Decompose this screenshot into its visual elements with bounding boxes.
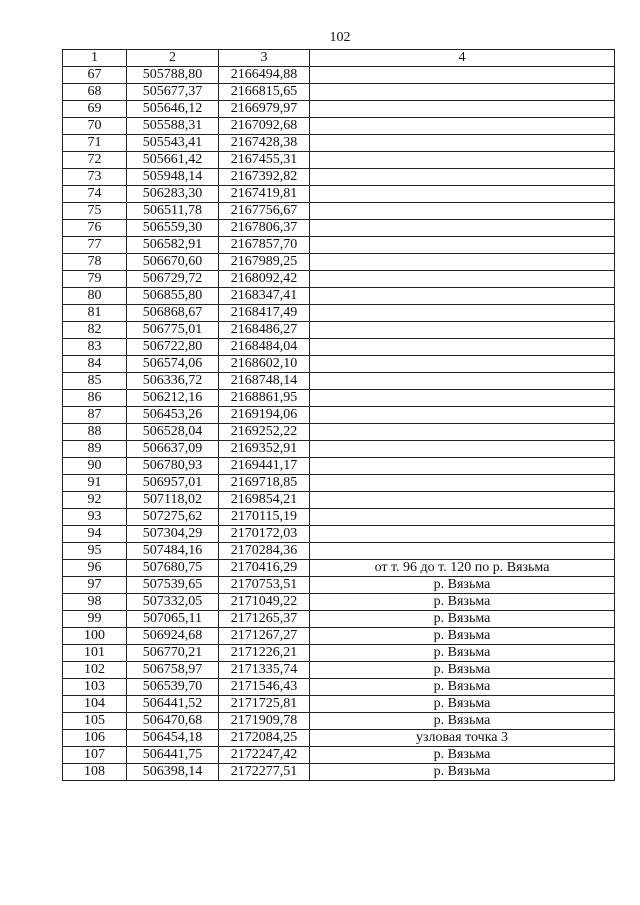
column-header-x-coordinate: 2 (127, 50, 219, 67)
table-row (63, 628, 615, 645)
description-cell (310, 67, 615, 84)
y-coordinate-cell: 2171909,78 (219, 713, 310, 730)
y-coordinate-cell: 2166494,88 (219, 67, 310, 84)
y-coordinate-cell: 2172084,25 (219, 730, 310, 747)
description-cell: узловая точка 3 (310, 730, 615, 747)
description-cell (310, 407, 615, 424)
point-number-cell: 90 (63, 458, 127, 475)
table-row (63, 713, 615, 730)
description-cell (310, 220, 615, 237)
point-number-cell: 71 (63, 135, 127, 152)
table-row (63, 169, 615, 186)
description-cell (310, 339, 615, 356)
y-coordinate-cell: 2169252,22 (219, 424, 310, 441)
description-cell (310, 492, 615, 509)
table-body (63, 67, 615, 781)
point-number-cell: 108 (63, 764, 127, 781)
column-header-point-number: 1 (63, 50, 127, 67)
description-cell (310, 509, 615, 526)
table-row (63, 730, 615, 747)
y-coordinate-cell: 2172277,51 (219, 764, 310, 781)
table-row (63, 373, 615, 390)
y-coordinate-cell: 2167806,37 (219, 220, 310, 237)
description-cell: р. Вязьма (310, 594, 615, 611)
point-number-cell: 67 (63, 67, 127, 84)
x-coordinate-cell: 507484,16 (127, 543, 219, 560)
y-coordinate-cell: 2167455,31 (219, 152, 310, 169)
table-row (63, 407, 615, 424)
table-row (63, 152, 615, 169)
point-number-cell: 92 (63, 492, 127, 509)
point-number-cell: 78 (63, 254, 127, 271)
x-coordinate-cell: 505677,37 (127, 84, 219, 101)
description-cell (310, 526, 615, 543)
x-coordinate-cell: 507065,11 (127, 611, 219, 628)
description-cell (310, 152, 615, 169)
y-coordinate-cell: 2168484,04 (219, 339, 310, 356)
description-cell (310, 390, 615, 407)
table-row (63, 237, 615, 254)
y-coordinate-cell: 2167092,68 (219, 118, 310, 135)
point-number-cell: 77 (63, 237, 127, 254)
table-row (63, 594, 615, 611)
x-coordinate-cell: 507118,02 (127, 492, 219, 509)
point-number-cell: 88 (63, 424, 127, 441)
description-cell: р. Вязьма (310, 577, 615, 594)
description-cell (310, 254, 615, 271)
table-row (63, 271, 615, 288)
table-row (63, 526, 615, 543)
point-number-cell: 101 (63, 645, 127, 662)
point-number-cell: 93 (63, 509, 127, 526)
table-row (63, 220, 615, 237)
y-coordinate-cell: 2171725,81 (219, 696, 310, 713)
coordinates-table (62, 49, 615, 781)
point-number-cell: 82 (63, 322, 127, 339)
y-coordinate-cell: 2168861,95 (219, 390, 310, 407)
x-coordinate-cell: 506758,97 (127, 662, 219, 679)
y-coordinate-cell: 2166979,97 (219, 101, 310, 118)
table-row (63, 645, 615, 662)
point-number-cell: 73 (63, 169, 127, 186)
x-coordinate-cell: 506336,72 (127, 373, 219, 390)
x-coordinate-cell: 506868,67 (127, 305, 219, 322)
y-coordinate-cell: 2170416,29 (219, 560, 310, 577)
point-number-cell: 99 (63, 611, 127, 628)
point-number-cell: 86 (63, 390, 127, 407)
x-coordinate-cell: 507332,05 (127, 594, 219, 611)
x-coordinate-cell: 506283,30 (127, 186, 219, 203)
y-coordinate-cell: 2168748,14 (219, 373, 310, 390)
x-coordinate-cell: 506453,26 (127, 407, 219, 424)
table-row (63, 509, 615, 526)
x-coordinate-cell: 506855,80 (127, 288, 219, 305)
y-coordinate-cell: 2170172,03 (219, 526, 310, 543)
table-row (63, 101, 615, 118)
x-coordinate-cell: 505788,80 (127, 67, 219, 84)
y-coordinate-cell: 2171546,43 (219, 679, 310, 696)
x-coordinate-cell: 507539,65 (127, 577, 219, 594)
x-coordinate-cell: 505588,31 (127, 118, 219, 135)
table-row (63, 679, 615, 696)
y-coordinate-cell: 2172247,42 (219, 747, 310, 764)
description-cell: р. Вязьма (310, 611, 615, 628)
point-number-cell: 103 (63, 679, 127, 696)
y-coordinate-cell: 2171265,37 (219, 611, 310, 628)
point-number-cell: 104 (63, 696, 127, 713)
x-coordinate-cell: 506212,16 (127, 390, 219, 407)
point-number-cell: 87 (63, 407, 127, 424)
y-coordinate-cell: 2171335,74 (219, 662, 310, 679)
description-cell: от т. 96 до т. 120 по р. Вязьма (310, 560, 615, 577)
x-coordinate-cell: 506511,78 (127, 203, 219, 220)
table-row (63, 696, 615, 713)
x-coordinate-cell: 506670,60 (127, 254, 219, 271)
point-number-cell: 105 (63, 713, 127, 730)
table-row (63, 475, 615, 492)
x-coordinate-cell: 506924,68 (127, 628, 219, 645)
table-row (63, 186, 615, 203)
x-coordinate-cell: 506637,09 (127, 441, 219, 458)
y-coordinate-cell: 2167989,25 (219, 254, 310, 271)
x-coordinate-cell: 506957,01 (127, 475, 219, 492)
description-cell (310, 373, 615, 390)
description-cell: р. Вязьма (310, 747, 615, 764)
point-number-cell: 76 (63, 220, 127, 237)
y-coordinate-cell: 2168347,41 (219, 288, 310, 305)
point-number-cell: 85 (63, 373, 127, 390)
point-number-cell: 102 (63, 662, 127, 679)
point-number-cell: 68 (63, 84, 127, 101)
description-cell (310, 101, 615, 118)
table-row (63, 305, 615, 322)
point-number-cell: 81 (63, 305, 127, 322)
description-cell (310, 424, 615, 441)
description-cell (310, 203, 615, 220)
y-coordinate-cell: 2169352,91 (219, 441, 310, 458)
table-row (63, 390, 615, 407)
point-number-cell: 97 (63, 577, 127, 594)
y-coordinate-cell: 2168417,49 (219, 305, 310, 322)
table-row (63, 764, 615, 781)
point-number-cell: 100 (63, 628, 127, 645)
table-row (63, 458, 615, 475)
x-coordinate-cell: 505661,42 (127, 152, 219, 169)
x-coordinate-cell: 506441,75 (127, 747, 219, 764)
description-cell: р. Вязьма (310, 764, 615, 781)
x-coordinate-cell: 506398,14 (127, 764, 219, 781)
description-cell: р. Вязьма (310, 713, 615, 730)
description-cell (310, 118, 615, 135)
point-number-cell: 95 (63, 543, 127, 560)
description-cell (310, 356, 615, 373)
x-coordinate-cell: 506729,72 (127, 271, 219, 288)
y-coordinate-cell: 2167756,67 (219, 203, 310, 220)
description-cell (310, 288, 615, 305)
y-coordinate-cell: 2167419,81 (219, 186, 310, 203)
table-row (63, 356, 615, 373)
table-row (63, 203, 615, 220)
description-cell: р. Вязьма (310, 628, 615, 645)
x-coordinate-cell: 507680,75 (127, 560, 219, 577)
point-number-cell: 89 (63, 441, 127, 458)
description-cell: р. Вязьма (310, 645, 615, 662)
table-row (63, 543, 615, 560)
point-number-cell: 72 (63, 152, 127, 169)
table-row (63, 747, 615, 764)
table-row (63, 67, 615, 84)
y-coordinate-cell: 2171226,21 (219, 645, 310, 662)
x-coordinate-cell: 506470,68 (127, 713, 219, 730)
x-coordinate-cell: 506780,93 (127, 458, 219, 475)
table-header-row (63, 50, 615, 67)
point-number-cell: 91 (63, 475, 127, 492)
x-coordinate-cell: 506775,01 (127, 322, 219, 339)
description-cell (310, 458, 615, 475)
table-row (63, 441, 615, 458)
table-row (63, 118, 615, 135)
point-number-cell: 83 (63, 339, 127, 356)
x-coordinate-cell: 507275,62 (127, 509, 219, 526)
x-coordinate-cell: 506454,18 (127, 730, 219, 747)
y-coordinate-cell: 2170115,19 (219, 509, 310, 526)
y-coordinate-cell: 2169854,21 (219, 492, 310, 509)
y-coordinate-cell: 2167392,82 (219, 169, 310, 186)
table-row (63, 288, 615, 305)
description-cell (310, 169, 615, 186)
point-number-cell: 80 (63, 288, 127, 305)
point-number-cell: 79 (63, 271, 127, 288)
column-header-y-coordinate: 3 (219, 50, 310, 67)
x-coordinate-cell: 506539,70 (127, 679, 219, 696)
description-cell (310, 186, 615, 203)
x-coordinate-cell: 506559,30 (127, 220, 219, 237)
description-cell (310, 237, 615, 254)
y-coordinate-cell: 2168092,42 (219, 271, 310, 288)
point-number-cell: 84 (63, 356, 127, 373)
y-coordinate-cell: 2167857,70 (219, 237, 310, 254)
point-number-cell: 74 (63, 186, 127, 203)
description-cell (310, 543, 615, 560)
x-coordinate-cell: 506722,80 (127, 339, 219, 356)
y-coordinate-cell: 2166815,65 (219, 84, 310, 101)
x-coordinate-cell: 505948,14 (127, 169, 219, 186)
table-row (63, 322, 615, 339)
y-coordinate-cell: 2171267,27 (219, 628, 310, 645)
table-row (63, 662, 615, 679)
table-row (63, 611, 615, 628)
table-row (63, 254, 615, 271)
description-cell: р. Вязьма (310, 679, 615, 696)
table-row (63, 492, 615, 509)
point-number-cell: 106 (63, 730, 127, 747)
y-coordinate-cell: 2167428,38 (219, 135, 310, 152)
description-cell (310, 135, 615, 152)
y-coordinate-cell: 2171049,22 (219, 594, 310, 611)
table-row (63, 339, 615, 356)
description-cell (310, 322, 615, 339)
y-coordinate-cell: 2169441,17 (219, 458, 310, 475)
point-number-cell: 69 (63, 101, 127, 118)
description-cell (310, 84, 615, 101)
x-coordinate-cell: 506574,06 (127, 356, 219, 373)
table-row (63, 135, 615, 152)
y-coordinate-cell: 2169718,85 (219, 475, 310, 492)
point-number-cell: 107 (63, 747, 127, 764)
x-coordinate-cell: 506770,21 (127, 645, 219, 662)
point-number-cell: 70 (63, 118, 127, 135)
point-number-cell: 96 (63, 560, 127, 577)
y-coordinate-cell: 2168602,10 (219, 356, 310, 373)
point-number-cell: 75 (63, 203, 127, 220)
x-coordinate-cell: 505543,41 (127, 135, 219, 152)
table-row (63, 577, 615, 594)
x-coordinate-cell: 505646,12 (127, 101, 219, 118)
description-cell (310, 475, 615, 492)
x-coordinate-cell: 507304,29 (127, 526, 219, 543)
point-number-cell: 94 (63, 526, 127, 543)
x-coordinate-cell: 506528,04 (127, 424, 219, 441)
x-coordinate-cell: 506582,91 (127, 237, 219, 254)
column-header-description: 4 (310, 50, 615, 67)
y-coordinate-cell: 2170753,51 (219, 577, 310, 594)
x-coordinate-cell: 506441,52 (127, 696, 219, 713)
description-cell (310, 271, 615, 288)
description-cell (310, 305, 615, 322)
table-row (63, 560, 615, 577)
table-row (63, 424, 615, 441)
point-number-cell: 98 (63, 594, 127, 611)
description-cell (310, 441, 615, 458)
table-row (63, 84, 615, 101)
y-coordinate-cell: 2170284,36 (219, 543, 310, 560)
description-cell: р. Вязьма (310, 662, 615, 679)
y-coordinate-cell: 2169194,06 (219, 407, 310, 424)
description-cell: р. Вязьма (310, 696, 615, 713)
page-number: 102 (329, 30, 351, 45)
y-coordinate-cell: 2168486,27 (219, 322, 310, 339)
